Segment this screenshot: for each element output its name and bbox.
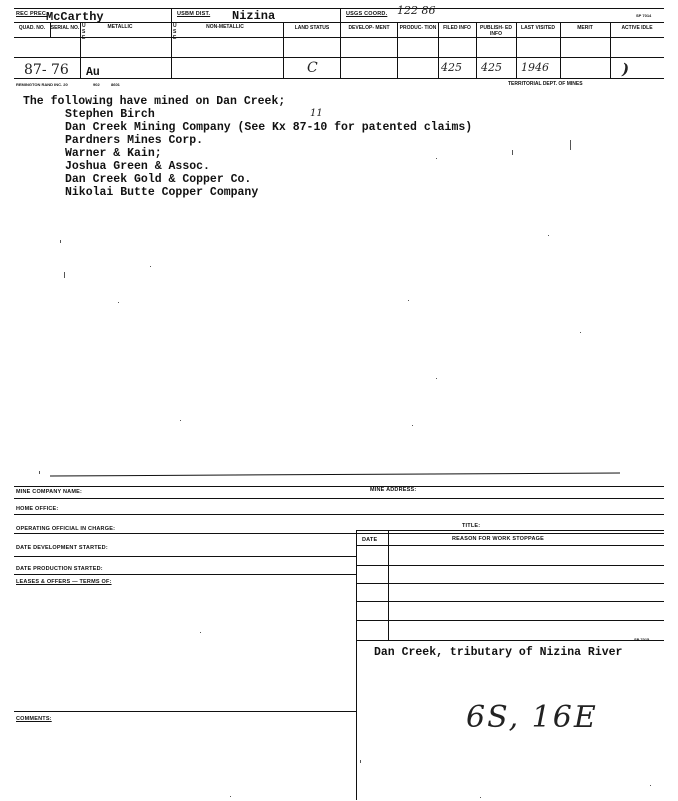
col-active-idle: ACTIVE IDLE	[621, 25, 653, 31]
miner-name-5: Joshua Green & Assoc.	[65, 160, 210, 173]
published-info-value: 425	[481, 61, 502, 74]
col-quad-no: QUAD. NO.	[18, 25, 46, 31]
col-merit: MERIT	[577, 25, 593, 31]
rec-prec-label: REC PREC.	[16, 11, 48, 17]
col-production: PRODUC- TION	[399, 25, 437, 31]
miner-name-2: Dan Creek Mining Company (See Kx 87-10 for patented claims)	[65, 121, 473, 134]
home-office-label: HOME OFFICE:	[16, 506, 59, 512]
mine-company-name-label: MINE COMPANY NAME:	[16, 489, 83, 495]
active-idle-value: )	[622, 60, 630, 78]
col-published-info: PUBLISH- ED INFO	[480, 25, 512, 37]
miner-name-4: Warner & Kain;	[65, 147, 162, 160]
col-filed-info: FILED INFO	[443, 25, 471, 31]
col-last-visited: LAST VISITED	[521, 25, 555, 31]
department-label: TERRITORIAL DEPT. OF MINES	[508, 81, 583, 87]
printer-line: REMINGTON RAND INC. 20	[16, 82, 68, 87]
mining-intro: The following have mined on Dan Creek;	[23, 95, 286, 108]
miner-name-1: Stephen Birch	[65, 108, 155, 121]
last-visited-value: 1946	[521, 61, 549, 74]
title-label: TITLE:	[462, 523, 481, 529]
correction-mark: 11	[310, 108, 323, 119]
quad-serial-value: 87- 76	[24, 62, 69, 78]
date-development-label: DATE DEVELOPMENT STARTED:	[16, 545, 108, 551]
form-number-2: SP 7015	[634, 637, 650, 642]
reason-column-header: REASON FOR WORK STOPPAGE	[452, 536, 544, 542]
operating-official-label: OPERATING OFFICIAL IN CHARGE:	[16, 526, 116, 532]
handwritten-coordinates: 6S, 16E	[466, 700, 598, 735]
col-non-metallic-prefix: U S E	[173, 23, 177, 41]
miner-name-7: Nikolai Butte Copper Company	[65, 186, 259, 199]
land-status-value: C	[307, 60, 318, 76]
form-number: SP 7014	[636, 13, 652, 18]
miner-name-3: Pardners Mines Corp.	[65, 134, 204, 147]
usgs-coord-label: USGS COORD.	[346, 11, 388, 17]
usbm-dist-label: USBM DIST.	[177, 11, 211, 17]
filed-info-value: 425	[441, 61, 462, 74]
col-metallic: METALLIC	[107, 24, 133, 30]
usgs-coord-value: 122 86	[397, 4, 436, 17]
printer-code: 902	[93, 82, 100, 87]
date-production-label: DATE PRODUCTION STARTED:	[16, 566, 103, 572]
rec-prec-value: McCarthy	[46, 10, 104, 24]
miner-name-6: Dan Creek Gold & Copper Co.	[65, 173, 252, 186]
comments-label: COMMENTS:	[16, 716, 52, 722]
metallic-value: Au	[86, 66, 100, 79]
usbm-dist-value: Nizina	[232, 9, 276, 23]
mine-address-label: MINE ADDRESS:	[370, 487, 417, 493]
leases-label: LEASES & OFFERS — TERMS OF:	[16, 579, 112, 585]
col-serial-no: SERIAL NO.	[50, 25, 80, 31]
col-metallic-prefix: U S E	[82, 23, 86, 41]
col-land-status: LAND STATUS	[294, 25, 330, 31]
col-non-metallic: NON-METALLIC	[206, 24, 244, 30]
location-note: Dan Creek, tributary of Nizina River	[374, 646, 623, 659]
col-development: DEVELOP- MENT	[348, 25, 390, 31]
date-column-header: DATE	[362, 537, 378, 543]
printer-code2: 8601	[111, 82, 120, 87]
